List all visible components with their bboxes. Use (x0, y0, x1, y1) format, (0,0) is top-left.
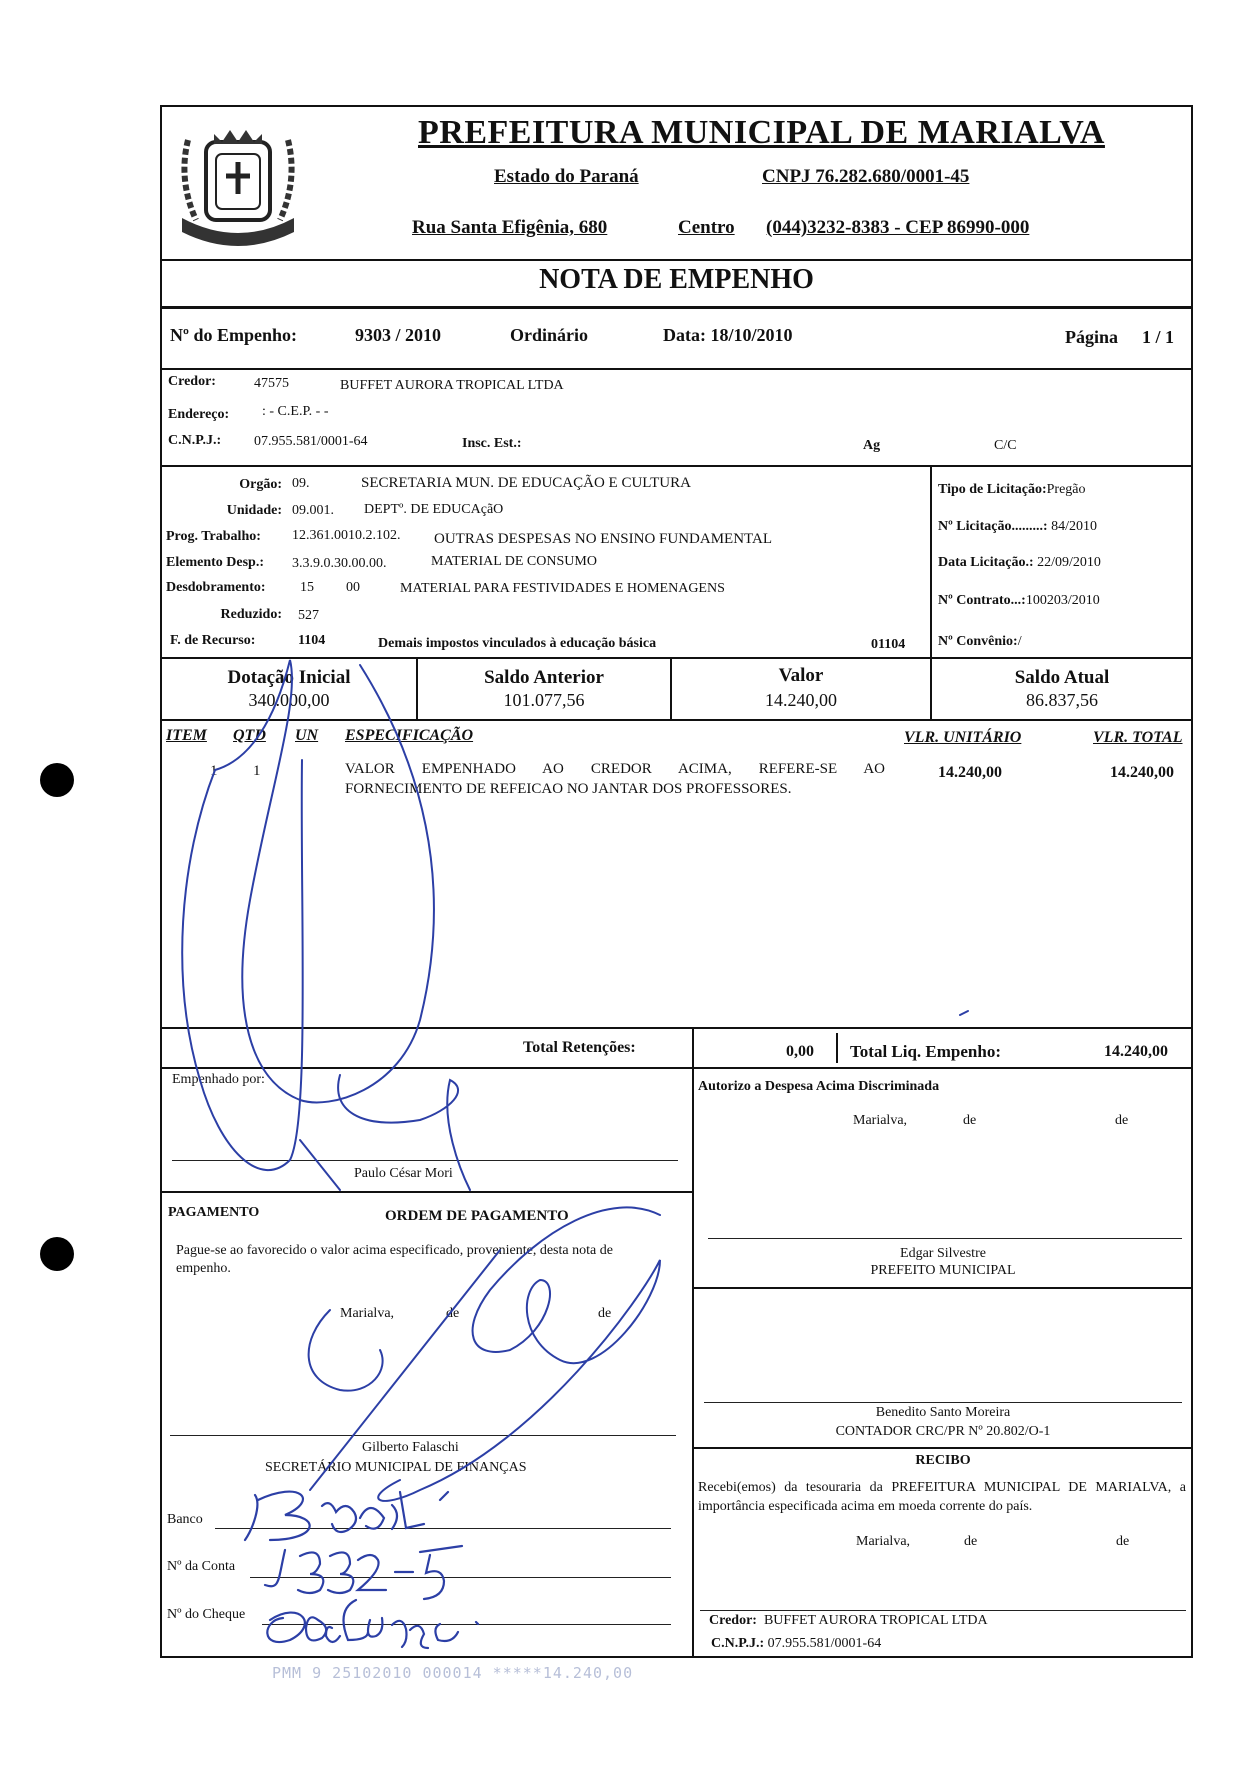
dotacao-value: 340.000,00 (248, 690, 330, 710)
cnpj-label: C.N.P.J.: (168, 433, 222, 448)
pagamento-de1: de (446, 1306, 460, 1321)
empenho-number: 9303 / 2010 (355, 325, 442, 345)
pagamento-text: Pague-se ao favorecido o valor acima especificado, proveniente, desta nota de empenho. (176, 1243, 613, 1276)
recibo-credor (709, 1613, 988, 1629)
recibo-label: RECIBO (915, 1453, 971, 1468)
orgao-code: 09. (292, 476, 310, 491)
col-total-value: VLR. TOTAL (1093, 729, 1183, 746)
header-street: Rua Santa Efigênia, 680 (412, 217, 608, 238)
pagamento-city: Marialva, (340, 1306, 395, 1321)
contrato-label: Nº Contrato...: (938, 593, 1026, 608)
recibo-cnpj-label: C.N.P.J.: (711, 1636, 765, 1651)
convenio-value: / (1017, 634, 1022, 649)
col-un: UN (295, 727, 319, 744)
col-qtd: QTD (233, 727, 266, 744)
total-retencoes-value: 0,00 (786, 1043, 814, 1060)
numero-licitacao-label: Nº Licitação.........: (938, 519, 1048, 534)
empenhado-label: Empenhado por: (172, 1072, 265, 1087)
page-number: 1 / 1 (1142, 327, 1175, 347)
prefeito-role: PREFEITO MUNICIPAL (870, 1263, 1016, 1278)
unidade-code: 09.001. (292, 503, 334, 518)
secretario-name: Gilberto Falaschi (362, 1440, 459, 1455)
elemento-code: 3.3.9.0.30.00.00. (292, 556, 387, 571)
saldo-atual-value: 86.837,56 (1026, 690, 1098, 710)
header-cnpj: CNPJ 76.282.680/0001-45 (762, 166, 970, 187)
elemento-name: MATERIAL DE CONSUMO (431, 554, 597, 569)
orgao-name: SECRETARIA MUN. DE EDUCAÇÃO E CULTURA (361, 475, 691, 491)
valor-value: 14.240,00 (765, 690, 837, 710)
header-title: PREFEITURA MUNICIPAL DE MARIALVA (418, 114, 1105, 151)
contador-name: Benedito Santo Moreira (875, 1405, 1011, 1420)
prefeito-name: Edgar Silvestre (900, 1246, 986, 1261)
desdobramento-b: 00 (346, 580, 360, 595)
ag-label: Ag (863, 438, 881, 453)
desdobramento-name: MATERIAL PARA FESTIVIDADES E HOMENAGENS (400, 581, 725, 596)
recurso-code2: 01104 (871, 637, 906, 652)
banco-label: Banco (167, 1512, 203, 1527)
endereco-value: : - C.E.P. - - (262, 404, 329, 419)
recibo-city: Marialva, (856, 1534, 911, 1549)
desdobramento-a: 15 (300, 580, 314, 595)
row-unit-value: 14.240,00 (938, 764, 1002, 781)
recurso-label: F. de Recurso: (170, 633, 256, 648)
recibo-de2: de (1116, 1534, 1130, 1549)
data-licitacao (938, 555, 1101, 571)
recibo-credor-value: BUFFET AURORA TROPICAL LTDA (763, 1613, 988, 1628)
row-spec-line2: FORNECIMENTO DE REFEICAO NO JANTAR DOS PROFESSORES. (345, 781, 792, 797)
dotacao-label: Dotação Inicial (227, 667, 351, 688)
total-liquido-label: Total Liq. Empenho: (850, 1042, 1001, 1061)
saldo-atual-label: Saldo Atual (1014, 667, 1110, 688)
elemento-label: Elemento Desp.: (166, 555, 264, 570)
contrato-value: 100203/2010 (1025, 593, 1100, 608)
col-item: ITEM (166, 727, 207, 744)
cheque-label: Nº do Cheque (167, 1607, 246, 1622)
unidade-label: Unidade: (226, 503, 282, 518)
valor-label: Valor (778, 665, 824, 686)
prog-trabalho-label: Prog. Trabalho: (166, 529, 261, 544)
municipal-coat-of-arms (166, 110, 311, 255)
credor-label: Credor: (168, 374, 216, 389)
row-spec-line1: VALOR EMPENHADO AO CREDOR ACIMA, REFERE-SE AO (345, 761, 885, 777)
col-unit-value: VLR. UNITÁRIO (904, 729, 1022, 746)
header-state: Estado do Paraná (494, 166, 639, 187)
autorizo-city: Marialva, (853, 1113, 908, 1128)
header-centro: Centro (678, 217, 735, 238)
tipo-licitacao-label: Tipo de Licitação: (938, 482, 1047, 497)
recibo-cnpj (711, 1636, 881, 1652)
cc-label: C/C (994, 438, 1017, 453)
desdobramento-label: Desdobramento: (166, 580, 266, 595)
reduzido-value: 527 (298, 608, 319, 623)
autorizo-label: Autorizo a Despesa Acima Discriminada (698, 1079, 940, 1094)
saldo-anterior-value: 101.077,56 (503, 690, 585, 710)
empenho-date: Data: 18/10/2010 (663, 325, 793, 345)
contador-role: CONTADOR CRC/PR Nº 20.802/O-1 (835, 1424, 1051, 1439)
document-title: NOTA DE EMPENHO (539, 264, 814, 295)
tipo-licitacao-value: Pregão (1046, 482, 1086, 497)
ordem-pagamento-label: ORDEM DE PAGAMENTO (385, 1208, 569, 1224)
prog-trabalho-code: 12.361.0010.2.102. (292, 528, 401, 543)
numero-licitacao (938, 519, 1097, 535)
tipo-licitacao (938, 482, 1086, 498)
recibo-credor-label: Credor: (709, 1613, 757, 1628)
autorizo-de2: de (1115, 1113, 1129, 1128)
cnpj-value: 07.955.581/0001-64 (254, 434, 368, 449)
saldo-anterior-label: Saldo Anterior (484, 667, 604, 688)
contrato (938, 593, 1100, 609)
autorizo-de1: de (963, 1113, 977, 1128)
recibo-de1: de (964, 1534, 978, 1549)
convenio-label: Nº Convênio: (938, 634, 1018, 649)
row-total-value: 14.240,00 (1110, 764, 1174, 781)
recurso-code: 1104 (298, 633, 326, 648)
empenho-type: Ordinário (510, 325, 589, 345)
pagamento-label: PAGAMENTO (168, 1205, 260, 1220)
convenio (938, 634, 1022, 650)
punch-hole-bottom (40, 1237, 74, 1271)
row-item: 1 (210, 763, 218, 779)
payment-stamp: PMM 9 25102010 000014 *****14.240,00 (272, 1664, 634, 1682)
credor-code: 47575 (254, 376, 289, 391)
pagamento-de2: de (598, 1306, 612, 1321)
page-label: Página (1065, 327, 1119, 347)
recibo-text: Recebi(emos) da tesouraria da PREFEITURA MUNICIPAL DE MARIALVA, a importância especificada acima em moeda corrente do país. (698, 1480, 1186, 1514)
total-liquido-value: 14.240,00 (1104, 1043, 1168, 1060)
col-spec: ESPECIFICAÇÃO (345, 727, 474, 744)
total-retencoes-label: Total Retenções: (523, 1039, 636, 1056)
orgao-label: Orgão: (239, 477, 282, 492)
endereco-label: Endereço: (168, 407, 230, 422)
empenho-number-label: Nº do Empenho: (170, 325, 297, 345)
numero-licitacao-value: 84/2010 (1051, 519, 1097, 534)
row-qtd: 1 (253, 763, 261, 779)
conta-label: Nº da Conta (167, 1559, 236, 1574)
header-phone-cep: (044)3232-8383 - CEP 86990-000 (766, 217, 1030, 238)
recurso-name: Demais impostos vinculados à educação básica (378, 636, 657, 651)
reduzido-label: Reduzido: (220, 607, 282, 622)
secretario-role: SECRETÁRIO MUNICIPAL DE FINANÇAS (265, 1460, 527, 1475)
data-licitacao-value: 22/09/2010 (1037, 555, 1101, 570)
empenhado-name: Paulo César Mori (354, 1166, 453, 1181)
credor-name: BUFFET AURORA TROPICAL LTDA (340, 378, 564, 393)
prog-trabalho-name: OUTRAS DESPESAS NO ENSINO FUNDAMENTAL (434, 531, 772, 547)
unidade-name: DEPTº. DE EDUCAçãO (364, 502, 504, 517)
punch-hole-top (40, 763, 74, 797)
data-licitacao-label: Data Licitação.: (938, 555, 1034, 570)
insc-est-label: Insc. Est.: (462, 436, 522, 451)
recibo-cnpj-value: 07.955.581/0001-64 (767, 1636, 882, 1651)
